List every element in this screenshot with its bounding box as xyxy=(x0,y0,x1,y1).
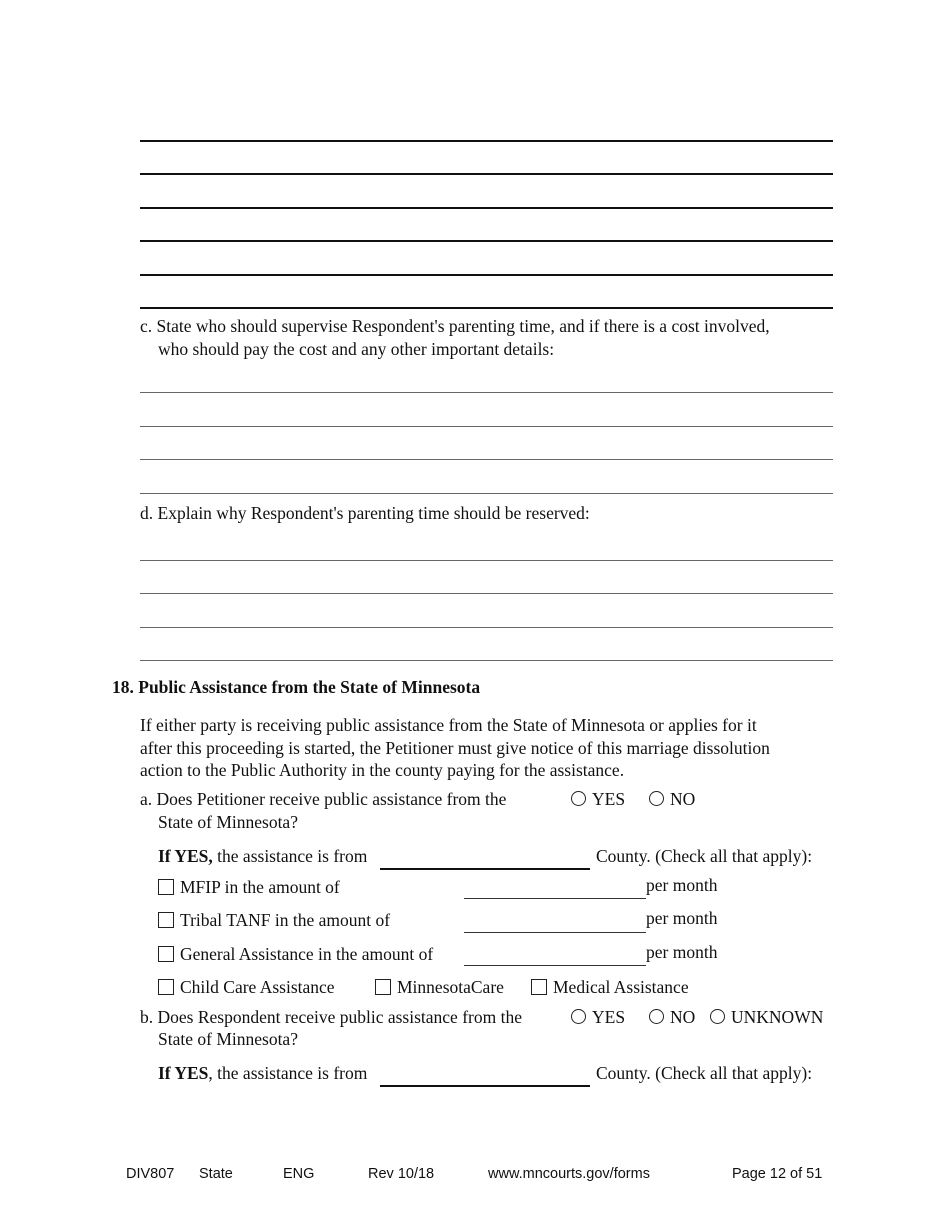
qa-yes-option[interactable]: YES xyxy=(571,788,625,811)
footer-url[interactable]: www.mncourts.gov/forms xyxy=(488,1166,650,1182)
radio-icon[interactable] xyxy=(710,1009,725,1024)
radio-icon[interactable] xyxy=(571,791,586,806)
writing-line[interactable] xyxy=(140,240,833,242)
footer-language: ENG xyxy=(283,1166,315,1182)
footer-form-id: DIV807 xyxy=(126,1166,175,1182)
writing-line[interactable] xyxy=(140,392,833,393)
item-d-text: d. Explain why Respondent's parenting time should be reserved: xyxy=(140,503,590,523)
footer-revision: Rev 10/18 xyxy=(368,1166,435,1182)
radio-icon[interactable] xyxy=(649,791,664,806)
qa-no-option[interactable]: NO xyxy=(649,788,695,811)
section-18-para-line: action to the Public Authority in the county paying for the assistance. xyxy=(140,760,625,780)
writing-line[interactable] xyxy=(140,493,833,494)
footer-page-number: Page 12 of 51 xyxy=(732,1166,823,1182)
qa-county-field[interactable] xyxy=(380,868,590,870)
writing-line[interactable] xyxy=(140,274,833,276)
child-care-option[interactable]: Child Care Assistance xyxy=(158,976,335,999)
writing-line[interactable] xyxy=(140,627,833,628)
writing-line[interactable] xyxy=(140,307,833,309)
question-a-line2: State of Minnesota? xyxy=(158,812,298,832)
qb-if-yes-label: If YES, the assistance is from xyxy=(158,1063,368,1083)
qb-yes-option[interactable]: YES xyxy=(571,1006,625,1029)
qa-county-text: County. (Check all that apply): xyxy=(596,846,813,866)
checkbox-icon[interactable] xyxy=(158,979,174,995)
general-amount-field[interactable] xyxy=(464,965,646,966)
qb-unknown-option[interactable]: UNKNOWN xyxy=(710,1006,823,1029)
footer-state: State xyxy=(199,1166,233,1182)
radio-icon[interactable] xyxy=(571,1009,586,1024)
qb-no-option[interactable]: NO xyxy=(649,1006,695,1029)
mfip-amount-field[interactable] xyxy=(464,898,646,899)
tanf-amount-field[interactable] xyxy=(464,932,646,933)
general-assistance-option[interactable]: General Assistance in the amount of xyxy=(158,943,433,966)
tanf-option[interactable]: Tribal TANF in the amount of xyxy=(158,909,390,932)
item-c-line2: who should pay the cost and any other important details: xyxy=(158,339,555,359)
item-c-line1: c. State who should supervise Respondent's parenting time, and if there is a cost involved, xyxy=(140,316,770,336)
per-month-label: per month xyxy=(646,875,718,895)
checkbox-icon[interactable] xyxy=(531,979,547,995)
per-month-label: per month xyxy=(646,942,718,962)
qb-county-field[interactable] xyxy=(380,1085,590,1087)
writing-line[interactable] xyxy=(140,173,833,175)
writing-line[interactable] xyxy=(140,207,833,209)
writing-line[interactable] xyxy=(140,593,833,594)
qa-if-yes-label: If YES, the assistance is from xyxy=(158,846,368,866)
medical-assistance-option[interactable]: Medical Assistance xyxy=(531,976,689,999)
writing-line[interactable] xyxy=(140,426,833,427)
checkbox-icon[interactable] xyxy=(158,879,174,895)
checkbox-icon[interactable] xyxy=(158,946,174,962)
minnesotacare-option[interactable]: MinnesotaCare xyxy=(375,976,504,999)
checkbox-icon[interactable] xyxy=(375,979,391,995)
writing-line[interactable] xyxy=(140,660,833,661)
question-b-line1: b. Does Respondent receive public assistance from the xyxy=(140,1007,522,1027)
section-18-para-line: If either party is receiving public assistance from the State of Minnesota or applies for it xyxy=(140,715,757,735)
question-a-line1: a. Does Petitioner receive public assistance from the xyxy=(140,789,507,809)
qb-county-text: County. (Check all that apply): xyxy=(596,1063,813,1083)
writing-line[interactable] xyxy=(140,140,833,142)
checkbox-icon[interactable] xyxy=(158,912,174,928)
section-18-heading: 18. Public Assistance from the State of Minnesota xyxy=(112,677,481,697)
writing-line[interactable] xyxy=(140,560,833,561)
writing-line[interactable] xyxy=(140,459,833,460)
section-18-para-line: after this proceeding is started, the Petitioner must give notice of this marriage dissolution xyxy=(140,738,770,758)
radio-icon[interactable] xyxy=(649,1009,664,1024)
mfip-option[interactable]: MFIP in the amount of xyxy=(158,876,340,899)
question-b-line2: State of Minnesota? xyxy=(158,1029,298,1049)
per-month-label: per month xyxy=(646,908,718,928)
